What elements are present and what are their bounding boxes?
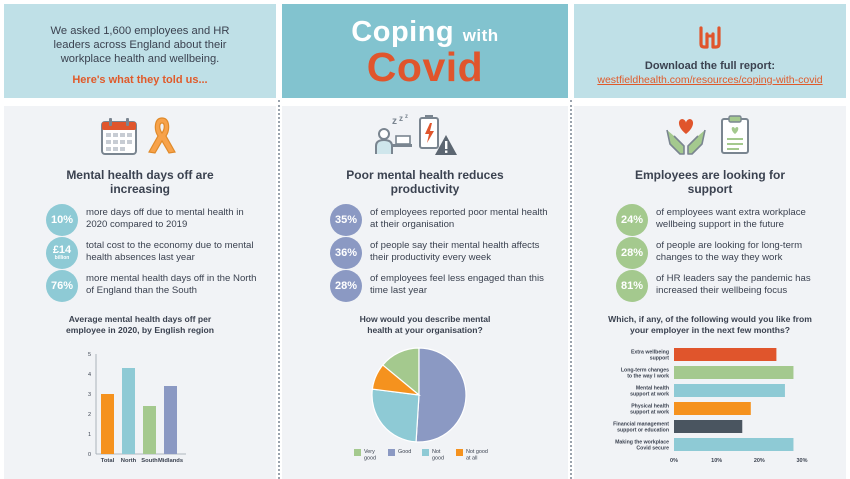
- stat-item: [330, 204, 558, 236]
- bar: [674, 420, 742, 433]
- region-chart-title: Average mental health days off per employee in 2020, by English region: [65, 314, 215, 335]
- y-tick-label: 4: [87, 372, 91, 378]
- bar: [674, 384, 785, 397]
- days-off-title: Mental health days off are increasing: [66, 168, 214, 196]
- stat-text: of people are looking for long-term changes to the way they work: [656, 240, 803, 263]
- sleep-icon: [372, 114, 414, 154]
- stat-item: [46, 204, 266, 236]
- legend-label: good: [364, 455, 376, 462]
- bar: [674, 348, 776, 361]
- westfield-logo-icon: [698, 24, 722, 50]
- legend-label: Good: [398, 449, 412, 455]
- stat-value: 10%: [46, 204, 78, 236]
- x-tick-label: 20%: [753, 458, 765, 464]
- pie-slice: [416, 348, 466, 442]
- title-word-with: with: [462, 26, 499, 45]
- pie-slice: [372, 389, 419, 442]
- title-panel: [282, 4, 568, 98]
- wishlist-chart-title: Which, if any, of the following would you like from your employer in the next few months?: [608, 314, 812, 335]
- stat-item: [330, 270, 558, 302]
- title-covid: Covid: [366, 44, 484, 90]
- wishlist-bar-chart: [574, 342, 846, 472]
- legend-swatch: [354, 449, 361, 456]
- column-divider: [570, 100, 572, 479]
- column-divider: [278, 100, 280, 479]
- legend-swatch: [388, 449, 395, 456]
- svg-text:z: z: [405, 114, 408, 120]
- stat-item: [46, 237, 266, 269]
- svg-text:z: z: [392, 116, 397, 127]
- bar: [143, 406, 156, 454]
- intro-cta: Here's what they told us...: [72, 74, 208, 86]
- stat-value-main: £14: [52, 244, 72, 256]
- stat-value-sub: billion: [54, 255, 70, 261]
- productivity-title: Poor mental health reduces productivity: [346, 168, 504, 196]
- stat-value: 24%: [616, 204, 648, 236]
- legend-label: Not: [432, 449, 441, 455]
- y-tick-label: support: [649, 355, 669, 362]
- productivity-column: [282, 106, 568, 479]
- y-tick-label: support or education: [617, 427, 669, 434]
- bar: [101, 394, 114, 454]
- y-tick-label: Making the workplace: [615, 439, 669, 446]
- legend-label: good: [432, 455, 444, 462]
- mental-health-pie-chart: [282, 340, 568, 475]
- stat-item: [616, 270, 836, 302]
- y-tick-label: 2: [87, 412, 91, 418]
- x-tick-label: Midlands: [157, 458, 184, 464]
- support-title: Employees are looking for support: [634, 168, 786, 196]
- y-tick-label: 5: [87, 352, 91, 358]
- stat-value: [46, 237, 78, 269]
- pie-chart-title: How would you describe mental health at your organisation?: [359, 314, 491, 335]
- stat-value: 76%: [46, 270, 78, 302]
- y-tick-label: 0: [87, 452, 91, 458]
- stat-value: 35%: [330, 204, 362, 236]
- stat-item: [330, 237, 558, 269]
- calendar-icon: [100, 116, 138, 156]
- download-panel: [574, 4, 846, 98]
- stat-text: of employees reported poor mental health at their organisation: [370, 207, 548, 230]
- support-column: [574, 106, 846, 479]
- stat-text: of employees feel less engaged than this time last year: [370, 273, 544, 296]
- y-tick-label: Financial management: [613, 421, 669, 428]
- clipboard-icon: [720, 114, 750, 154]
- intro-panel: [4, 4, 276, 98]
- stat-text: total cost to the economy due to mental health absences last year: [86, 240, 254, 263]
- stat-item: [46, 270, 266, 302]
- bar: [674, 366, 793, 379]
- stat-value: 36%: [330, 237, 362, 269]
- warning-icon: [434, 134, 458, 156]
- y-tick-label: support at work: [630, 409, 669, 416]
- stat-value: 28%: [616, 237, 648, 269]
- bar: [674, 402, 751, 415]
- svg-text:z: z: [399, 114, 403, 123]
- bar: [674, 438, 793, 451]
- legend-label: Not good: [466, 449, 488, 455]
- bar: [164, 386, 177, 454]
- region-bar-chart: [4, 346, 276, 471]
- y-tick-label: to the way I work: [627, 373, 669, 380]
- stat-text: of HR leaders say the pandemic has increased their wellbeing focus: [656, 273, 811, 296]
- stat-text: more days off due to mental health in 2020 compared to 2019: [86, 207, 244, 230]
- stat-item: [616, 204, 836, 236]
- stat-text: more mental health days off in the North of England than the South: [86, 273, 257, 296]
- stat-item: [616, 237, 836, 269]
- intro-text: We asked 1,600 employees and HR leaders across England about their workplace health and wellbeing.: [50, 25, 230, 65]
- stat-text: of employees want extra workplace wellbeing support in the future: [656, 207, 806, 230]
- stat-value: 81%: [616, 270, 648, 302]
- bar: [122, 368, 135, 454]
- days-off-column: [4, 106, 276, 479]
- heart-hands-icon: [664, 116, 708, 156]
- y-tick-label: Long-term changes: [620, 367, 669, 374]
- download-title: Download the full report:: [644, 60, 776, 72]
- x-tick-label: North: [120, 458, 137, 464]
- legend-label: Very: [364, 449, 375, 455]
- x-tick-label: 30%: [796, 458, 808, 464]
- legend-label: at all: [466, 455, 478, 462]
- y-tick-label: 1: [87, 432, 91, 438]
- ribbon-icon: [144, 114, 180, 156]
- x-tick-label: Total: [100, 458, 115, 464]
- legend-swatch: [422, 449, 429, 456]
- stat-value: 28%: [330, 270, 362, 302]
- y-tick-label: 3: [87, 392, 91, 398]
- x-tick-label: 0%: [670, 458, 678, 464]
- y-tick-label: support at work: [630, 391, 669, 398]
- legend-swatch: [456, 449, 463, 456]
- y-tick-label: Extra wellbeing: [630, 349, 669, 356]
- stat-text: of people say their mental health affects their productivity every week: [370, 240, 540, 263]
- y-tick-label: Physical health: [631, 403, 669, 410]
- x-tick-label: South: [141, 458, 158, 464]
- y-tick-label: Mental health: [635, 385, 669, 392]
- y-tick-label: Covid secure: [636, 445, 669, 452]
- x-tick-label: 10%: [711, 458, 723, 464]
- download-link[interactable]: westfieldhealth.com/resources/coping-with-covid: [597, 74, 823, 86]
- title-word-coping: Coping: [351, 16, 455, 48]
